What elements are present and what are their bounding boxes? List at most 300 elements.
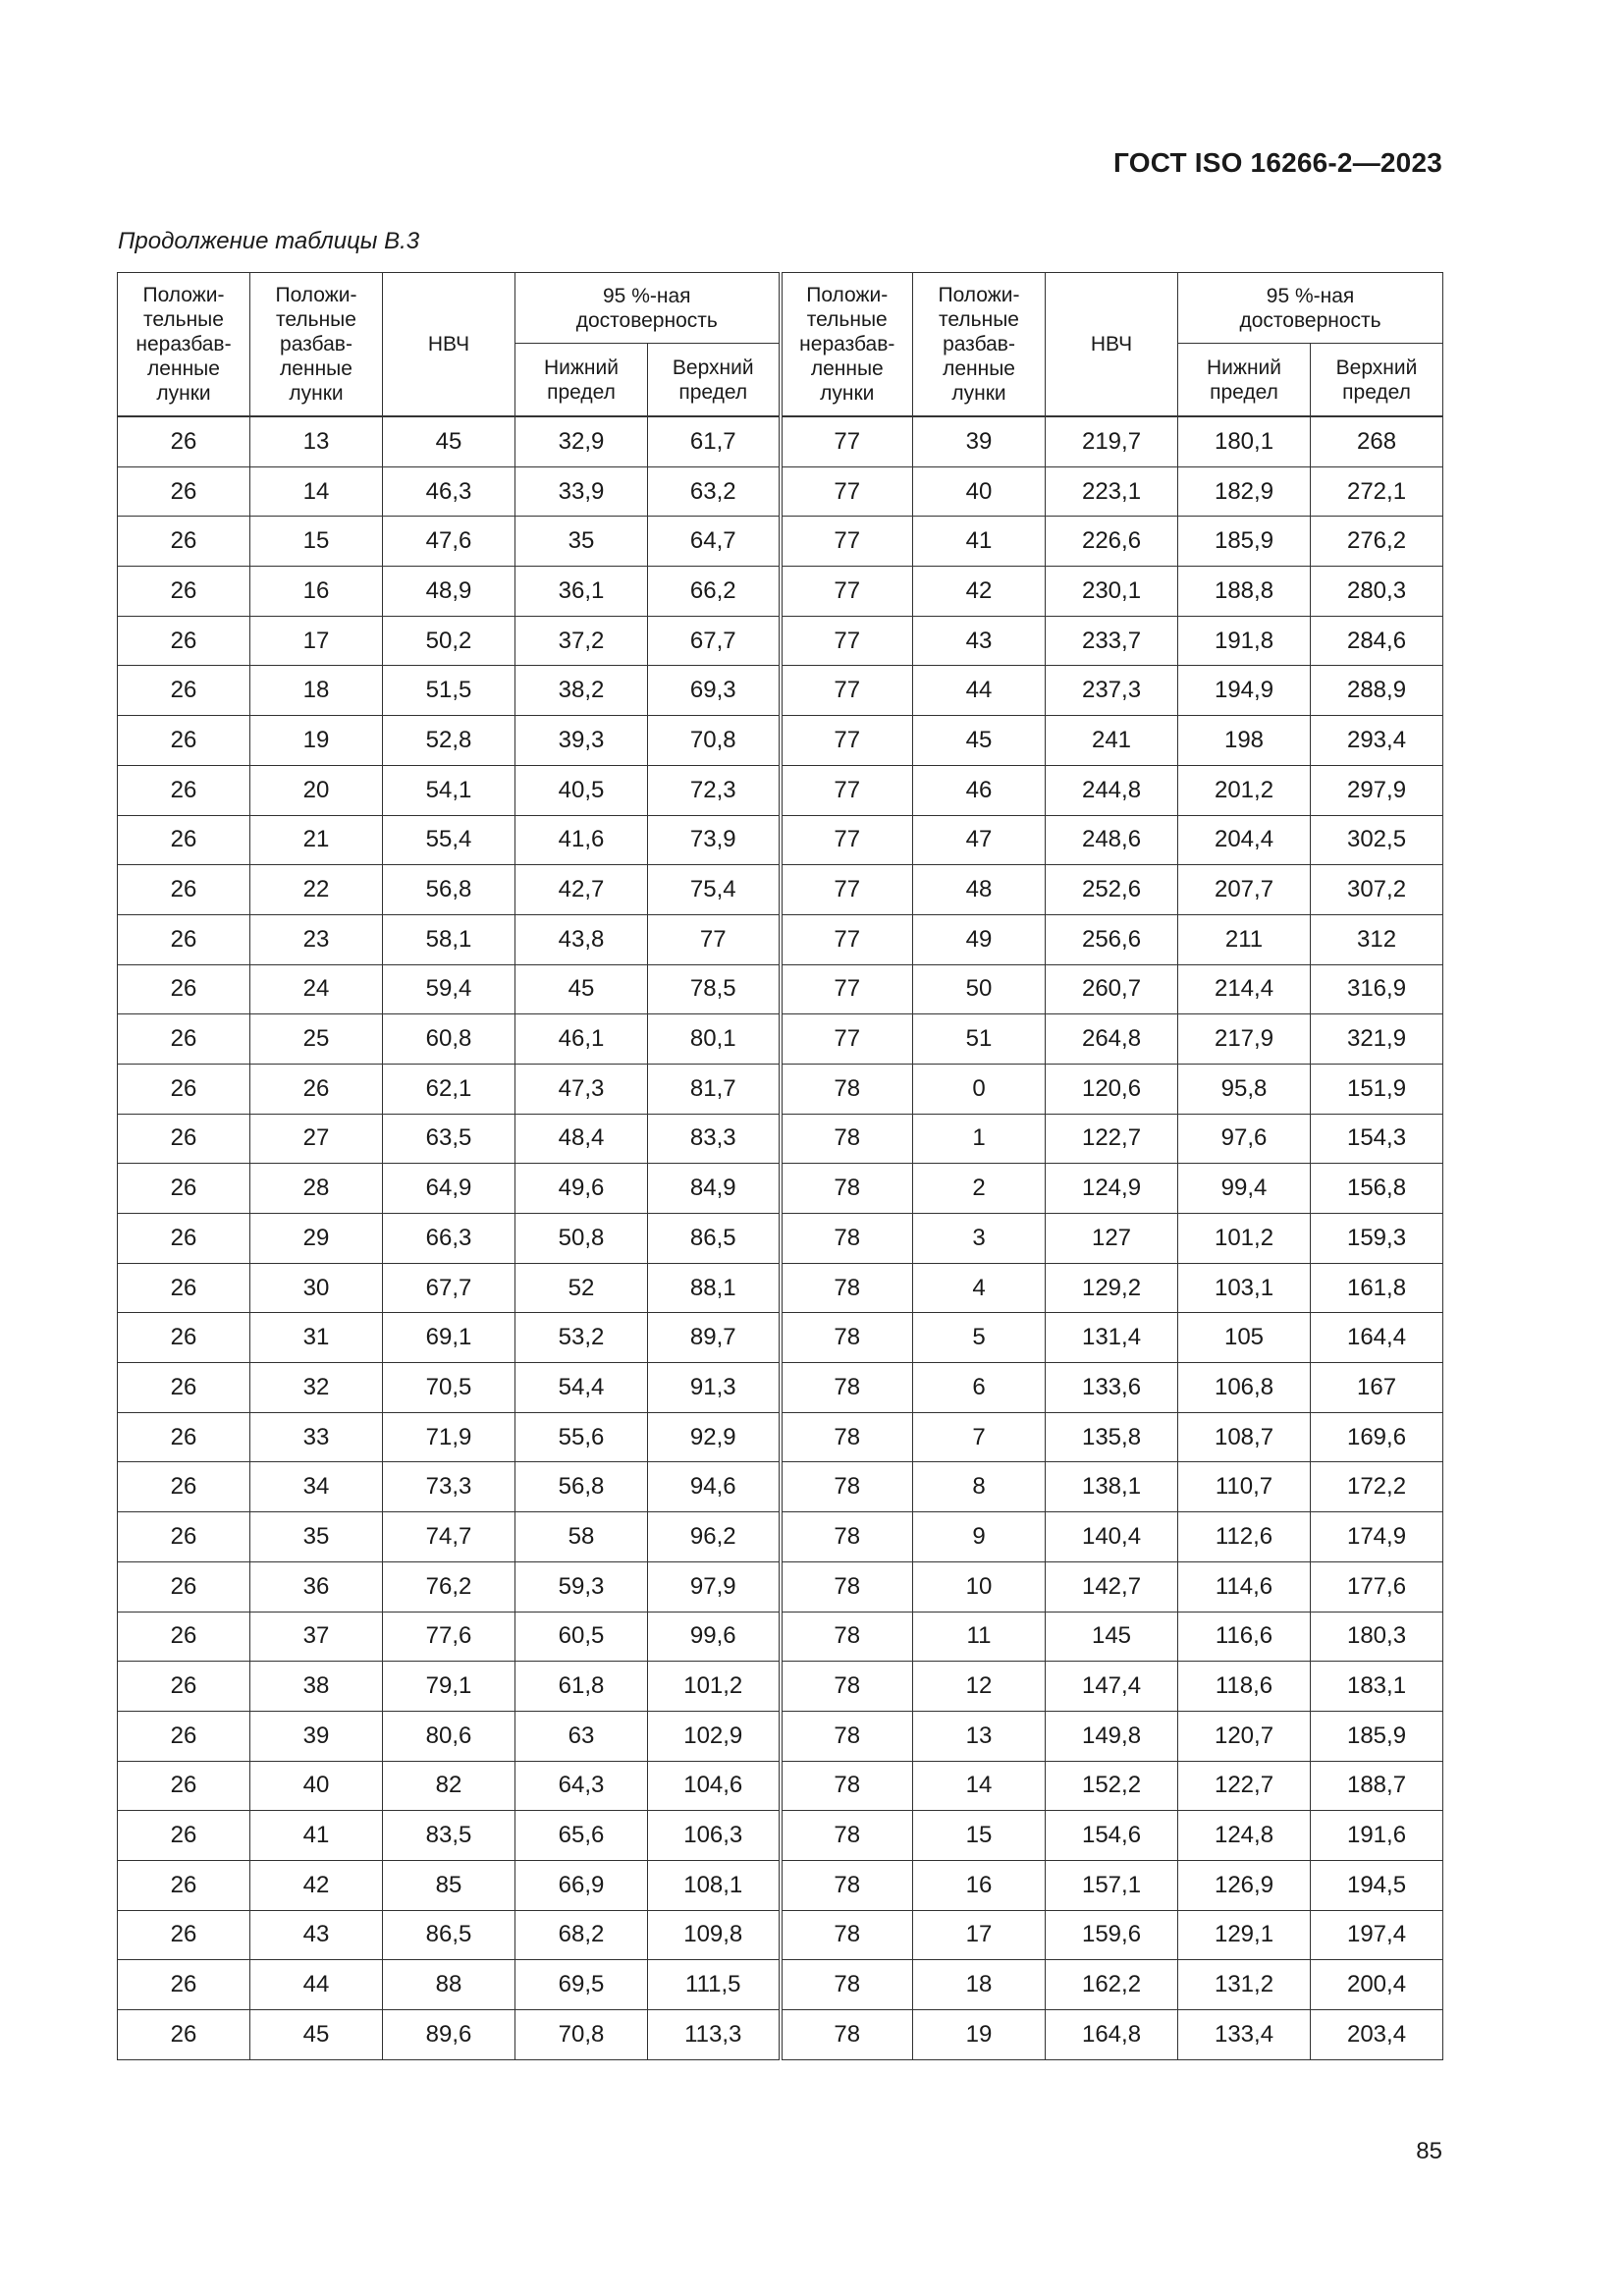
cell-upper-limit: 113,3 (648, 2010, 781, 2060)
cell-mpn: 83,5 (383, 1811, 515, 1861)
cell-pos-diluted: 45 (250, 2010, 383, 2060)
cell-upper-limit: 169,6 (1311, 1412, 1443, 1462)
page-number: 85 (1416, 2138, 1442, 2164)
cell-upper-limit: 109,8 (648, 1910, 781, 1960)
cell-upper-limit: 154,3 (1311, 1114, 1443, 1164)
cell-upper-limit: 61,7 (648, 416, 781, 466)
cell-pos-undiluted: 78 (781, 1263, 913, 1313)
cell-pos-diluted: 37 (250, 1612, 383, 1662)
cell-pos-undiluted: 78 (781, 1164, 913, 1214)
cell-lower-limit: 39,3 (515, 716, 648, 766)
cell-pos-diluted: 26 (250, 1064, 383, 1114)
cell-upper-limit: 78,5 (648, 964, 781, 1014)
cell-upper-limit: 272,1 (1311, 466, 1443, 517)
cell-mpn: 226,6 (1046, 517, 1178, 567)
cell-upper-limit: 200,4 (1311, 1960, 1443, 2010)
cell-pos-undiluted: 26 (118, 416, 250, 466)
cell-mpn: 164,8 (1046, 2010, 1178, 2060)
cell-mpn: 256,6 (1046, 914, 1178, 964)
cell-mpn: 142,7 (1046, 1561, 1178, 1612)
cell-pos-diluted: 27 (250, 1114, 383, 1164)
cell-lower-limit: 133,4 (1178, 2010, 1311, 2060)
cell-pos-diluted: 14 (913, 1761, 1046, 1811)
cell-pos-undiluted: 26 (118, 1263, 250, 1313)
header-mpn: НВЧ (383, 273, 515, 417)
cell-pos-undiluted: 26 (118, 914, 250, 964)
cell-pos-diluted: 41 (250, 1811, 383, 1861)
cell-lower-limit: 122,7 (1178, 1761, 1311, 1811)
cell-pos-diluted: 5 (913, 1313, 1046, 1363)
cell-pos-undiluted: 78 (781, 1462, 913, 1512)
cell-lower-limit: 180,1 (1178, 416, 1311, 466)
cell-upper-limit: 106,3 (648, 1811, 781, 1861)
cell-pos-undiluted: 26 (118, 1612, 250, 1662)
cell-lower-limit: 105 (1178, 1313, 1311, 1363)
cell-lower-limit: 214,4 (1178, 964, 1311, 1014)
cell-lower-limit: 204,4 (1178, 815, 1311, 865)
cell-pos-undiluted: 26 (118, 1412, 250, 1462)
cell-upper-limit: 151,9 (1311, 1064, 1443, 1114)
cell-pos-diluted: 18 (250, 666, 383, 716)
cell-lower-limit: 124,8 (1178, 1811, 1311, 1861)
cell-mpn: 76,2 (383, 1561, 515, 1612)
cell-pos-undiluted: 77 (781, 466, 913, 517)
cell-pos-undiluted: 26 (118, 815, 250, 865)
cell-upper-limit: 194,5 (1311, 1860, 1443, 1910)
cell-lower-limit: 36,1 (515, 567, 648, 617)
cell-lower-limit: 37,2 (515, 616, 648, 666)
table-row (118, 1612, 1443, 1662)
cell-upper-limit: 312 (1311, 914, 1443, 964)
cell-lower-limit: 69,5 (515, 1960, 648, 2010)
cell-pos-diluted: 16 (250, 567, 383, 617)
cell-upper-limit: 92,9 (648, 1412, 781, 1462)
cell-mpn: 86,5 (383, 1910, 515, 1960)
cell-pos-undiluted: 78 (781, 1761, 913, 1811)
table-row (118, 517, 1443, 567)
cell-upper-limit: 88,1 (648, 1263, 781, 1313)
header-pos-diluted-2: Положи- тельные разбав- ленные лунки (913, 273, 1046, 417)
cell-pos-diluted: 40 (250, 1761, 383, 1811)
cell-pos-undiluted: 26 (118, 964, 250, 1014)
cell-lower-limit: 114,6 (1178, 1561, 1311, 1612)
cell-lower-limit: 112,6 (1178, 1512, 1311, 1562)
cell-mpn: 62,1 (383, 1064, 515, 1114)
cell-upper-limit: 188,7 (1311, 1761, 1443, 1811)
cell-upper-limit: 81,7 (648, 1064, 781, 1114)
cell-pos-undiluted: 26 (118, 1910, 250, 1960)
cell-pos-undiluted: 77 (781, 914, 913, 964)
cell-upper-limit: 284,6 (1311, 616, 1443, 666)
table-row (118, 416, 1443, 466)
cell-upper-limit: 104,6 (648, 1761, 781, 1811)
cell-pos-diluted: 18 (913, 1960, 1046, 2010)
cell-pos-undiluted: 77 (781, 964, 913, 1014)
cell-lower-limit: 116,6 (1178, 1612, 1311, 1662)
table-caption: Продолжение таблицы В.3 (118, 228, 420, 254)
cell-pos-diluted: 42 (250, 1860, 383, 1910)
table-row (118, 1164, 1443, 1214)
cell-lower-limit: 33,9 (515, 466, 648, 517)
cell-lower-limit: 194,9 (1178, 666, 1311, 716)
cell-pos-undiluted: 78 (781, 1662, 913, 1712)
cell-mpn: 79,1 (383, 1662, 515, 1712)
cell-pos-diluted: 14 (250, 466, 383, 517)
cell-lower-limit: 46,1 (515, 1014, 648, 1065)
table-body (118, 416, 1443, 2059)
cell-mpn: 157,1 (1046, 1860, 1178, 1910)
cell-lower-limit: 217,9 (1178, 1014, 1311, 1065)
cell-upper-limit: 276,2 (1311, 517, 1443, 567)
cell-mpn: 127 (1046, 1214, 1178, 1264)
cell-pos-diluted: 36 (250, 1561, 383, 1612)
cell-pos-undiluted: 26 (118, 1860, 250, 1910)
cell-mpn: 50,2 (383, 616, 515, 666)
cell-upper-limit: 101,2 (648, 1662, 781, 1712)
cell-mpn: 59,4 (383, 964, 515, 1014)
cell-mpn: 237,3 (1046, 666, 1178, 716)
cell-pos-diluted: 44 (913, 666, 1046, 716)
header-lower-2: Нижний предел (1178, 344, 1311, 417)
cell-pos-diluted: 15 (250, 517, 383, 567)
cell-upper-limit: 203,4 (1311, 2010, 1443, 2060)
cell-mpn: 51,5 (383, 666, 515, 716)
cell-lower-limit: 41,6 (515, 815, 648, 865)
table-row (118, 1064, 1443, 1114)
cell-upper-limit: 293,4 (1311, 716, 1443, 766)
table-row (118, 1761, 1443, 1811)
cell-upper-limit: 77 (648, 914, 781, 964)
table-row (118, 1412, 1443, 1462)
cell-pos-diluted: 48 (913, 865, 1046, 915)
cell-mpn: 149,8 (1046, 1711, 1178, 1761)
cell-pos-diluted: 8 (913, 1462, 1046, 1512)
cell-pos-undiluted: 78 (781, 1860, 913, 1910)
table-row (118, 914, 1443, 964)
cell-pos-diluted: 43 (250, 1910, 383, 1960)
cell-pos-undiluted: 26 (118, 1960, 250, 2010)
cell-lower-limit: 53,2 (515, 1313, 648, 1363)
table-row (118, 964, 1443, 1014)
cell-mpn: 89,6 (383, 2010, 515, 2060)
cell-mpn: 129,2 (1046, 1263, 1178, 1313)
cell-mpn: 45 (383, 416, 515, 466)
cell-pos-undiluted: 26 (118, 1662, 250, 1712)
table-row (118, 1662, 1443, 1712)
cell-pos-undiluted: 78 (781, 1064, 913, 1114)
cell-pos-diluted: 19 (250, 716, 383, 766)
cell-mpn: 73,3 (383, 1462, 515, 1512)
cell-pos-diluted: 40 (913, 466, 1046, 517)
cell-pos-diluted: 17 (250, 616, 383, 666)
cell-pos-undiluted: 26 (118, 567, 250, 617)
cell-mpn: 252,6 (1046, 865, 1178, 915)
cell-pos-undiluted: 78 (781, 1612, 913, 1662)
table-row (118, 1263, 1443, 1313)
cell-pos-undiluted: 77 (781, 815, 913, 865)
table-row (118, 466, 1443, 517)
cell-pos-diluted: 16 (913, 1860, 1046, 1910)
cell-pos-undiluted: 26 (118, 616, 250, 666)
table-row (118, 1512, 1443, 1562)
cell-lower-limit: 60,5 (515, 1612, 648, 1662)
cell-mpn: 147,4 (1046, 1662, 1178, 1712)
cell-pos-undiluted: 26 (118, 1164, 250, 1214)
cell-pos-undiluted: 26 (118, 716, 250, 766)
cell-mpn: 74,7 (383, 1512, 515, 1562)
cell-pos-diluted: 35 (250, 1512, 383, 1562)
cell-upper-limit: 108,1 (648, 1860, 781, 1910)
cell-upper-limit: 172,2 (1311, 1462, 1443, 1512)
cell-mpn: 131,4 (1046, 1313, 1178, 1363)
cell-lower-limit: 66,9 (515, 1860, 648, 1910)
cell-lower-limit: 106,8 (1178, 1363, 1311, 1413)
cell-upper-limit: 268 (1311, 416, 1443, 466)
cell-mpn: 88 (383, 1960, 515, 2010)
cell-pos-diluted: 38 (250, 1662, 383, 1712)
cell-pos-diluted: 2 (913, 1164, 1046, 1214)
cell-upper-limit: 84,9 (648, 1164, 781, 1214)
cell-pos-diluted: 10 (913, 1561, 1046, 1612)
cell-mpn: 82 (383, 1761, 515, 1811)
cell-upper-limit: 185,9 (1311, 1711, 1443, 1761)
cell-pos-undiluted: 77 (781, 765, 913, 815)
cell-lower-limit: 182,9 (1178, 466, 1311, 517)
cell-pos-undiluted: 26 (118, 1363, 250, 1413)
table-row (118, 1960, 1443, 2010)
table-row (118, 1711, 1443, 1761)
cell-pos-undiluted: 77 (781, 567, 913, 617)
cell-pos-undiluted: 78 (781, 1711, 913, 1761)
cell-lower-limit: 52 (515, 1263, 648, 1313)
cell-lower-limit: 97,6 (1178, 1114, 1311, 1164)
cell-upper-limit: 111,5 (648, 1960, 781, 2010)
cell-mpn: 46,3 (383, 466, 515, 517)
cell-mpn: 77,6 (383, 1612, 515, 1662)
cell-mpn: 138,1 (1046, 1462, 1178, 1512)
cell-mpn: 162,2 (1046, 1960, 1178, 2010)
table-row (118, 1114, 1443, 1164)
cell-pos-undiluted: 26 (118, 1761, 250, 1811)
cell-pos-diluted: 15 (913, 1811, 1046, 1861)
cell-upper-limit: 66,2 (648, 567, 781, 617)
cell-pos-undiluted: 78 (781, 1412, 913, 1462)
cell-pos-diluted: 30 (250, 1263, 383, 1313)
cell-pos-undiluted: 26 (118, 1114, 250, 1164)
cell-upper-limit: 102,9 (648, 1711, 781, 1761)
cell-pos-diluted: 6 (913, 1363, 1046, 1413)
cell-lower-limit: 58 (515, 1512, 648, 1562)
cell-pos-undiluted: 77 (781, 716, 913, 766)
cell-pos-diluted: 45 (913, 716, 1046, 766)
cell-pos-diluted: 31 (250, 1313, 383, 1363)
table-row (118, 815, 1443, 865)
cell-upper-limit: 99,6 (648, 1612, 781, 1662)
cell-pos-diluted: 39 (250, 1711, 383, 1761)
cell-upper-limit: 180,3 (1311, 1612, 1443, 1662)
cell-pos-diluted: 46 (913, 765, 1046, 815)
table-row (118, 1313, 1443, 1363)
table-row (118, 616, 1443, 666)
cell-pos-diluted: 44 (250, 1960, 383, 2010)
cell-pos-undiluted: 26 (118, 1014, 250, 1065)
cell-mpn: 233,7 (1046, 616, 1178, 666)
cell-pos-diluted: 41 (913, 517, 1046, 567)
cell-upper-limit: 97,9 (648, 1561, 781, 1612)
table-row (118, 1860, 1443, 1910)
cell-lower-limit: 101,2 (1178, 1214, 1311, 1264)
cell-lower-limit: 70,8 (515, 2010, 648, 2060)
cell-pos-undiluted: 26 (118, 865, 250, 915)
cell-upper-limit: 63,2 (648, 466, 781, 517)
cell-pos-diluted: 47 (913, 815, 1046, 865)
cell-upper-limit: 94,6 (648, 1462, 781, 1512)
cell-pos-diluted: 24 (250, 964, 383, 1014)
table-row (118, 1363, 1443, 1413)
header-pos-undiluted: Положи- тельные неразбав- ленные лунки (118, 273, 250, 417)
cell-mpn: 135,8 (1046, 1412, 1178, 1462)
cell-pos-diluted: 13 (913, 1711, 1046, 1761)
cell-lower-limit: 56,8 (515, 1462, 648, 1512)
cell-lower-limit: 201,2 (1178, 765, 1311, 815)
cell-pos-diluted: 50 (913, 964, 1046, 1014)
cell-upper-limit: 75,4 (648, 865, 781, 915)
cell-mpn: 244,8 (1046, 765, 1178, 815)
header-confidence: 95 %-ная достоверность (515, 273, 781, 344)
cell-lower-limit: 59,3 (515, 1561, 648, 1612)
cell-mpn: 47,6 (383, 517, 515, 567)
cell-pos-undiluted: 26 (118, 1711, 250, 1761)
cell-upper-limit: 89,7 (648, 1313, 781, 1363)
cell-upper-limit: 321,9 (1311, 1014, 1443, 1065)
cell-upper-limit: 280,3 (1311, 567, 1443, 617)
cell-pos-diluted: 33 (250, 1412, 383, 1462)
cell-pos-diluted: 3 (913, 1214, 1046, 1264)
cell-pos-diluted: 17 (913, 1910, 1046, 1960)
cell-mpn: 260,7 (1046, 964, 1178, 1014)
cell-pos-undiluted: 77 (781, 416, 913, 466)
cell-lower-limit: 129,1 (1178, 1910, 1311, 1960)
cell-pos-diluted: 29 (250, 1214, 383, 1264)
cell-lower-limit: 188,8 (1178, 567, 1311, 617)
cell-pos-undiluted: 78 (781, 1512, 913, 1562)
cell-lower-limit: 68,2 (515, 1910, 648, 1960)
cell-lower-limit: 32,9 (515, 416, 648, 466)
cell-pos-undiluted: 26 (118, 517, 250, 567)
cell-mpn: 152,2 (1046, 1761, 1178, 1811)
cell-pos-diluted: 12 (913, 1662, 1046, 1712)
cell-mpn: 223,1 (1046, 466, 1178, 517)
cell-pos-undiluted: 77 (781, 616, 913, 666)
cell-lower-limit: 110,7 (1178, 1462, 1311, 1512)
cell-pos-diluted: 21 (250, 815, 383, 865)
cell-mpn: 55,4 (383, 815, 515, 865)
cell-upper-limit: 316,9 (1311, 964, 1443, 1014)
cell-pos-undiluted: 26 (118, 666, 250, 716)
cell-upper-limit: 86,5 (648, 1214, 781, 1264)
cell-lower-limit: 191,8 (1178, 616, 1311, 666)
cell-lower-limit: 43,8 (515, 914, 648, 964)
header-pos-undiluted-2: Положи- тельные неразбав- ленные лунки (781, 273, 913, 417)
table-row (118, 2010, 1443, 2060)
cell-pos-diluted: 23 (250, 914, 383, 964)
cell-upper-limit: 174,9 (1311, 1512, 1443, 1562)
cell-mpn: 122,7 (1046, 1114, 1178, 1164)
table-row (118, 1811, 1443, 1861)
document-code: ГОСТ ISO 16266-2—2023 (1113, 147, 1442, 178)
cell-lower-limit: 108,7 (1178, 1412, 1311, 1462)
cell-pos-diluted: 11 (913, 1612, 1046, 1662)
table-row (118, 716, 1443, 766)
table-row (118, 865, 1443, 915)
cell-pos-undiluted: 78 (781, 1363, 913, 1413)
cell-lower-limit: 48,4 (515, 1114, 648, 1164)
cell-pos-diluted: 7 (913, 1412, 1046, 1462)
cell-mpn: 71,9 (383, 1412, 515, 1462)
cell-pos-undiluted: 78 (781, 1313, 913, 1363)
cell-mpn: 248,6 (1046, 815, 1178, 865)
cell-pos-undiluted: 26 (118, 765, 250, 815)
cell-mpn: 241 (1046, 716, 1178, 766)
cell-pos-undiluted: 26 (118, 2010, 250, 2060)
cell-pos-undiluted: 77 (781, 666, 913, 716)
cell-mpn: 48,9 (383, 567, 515, 617)
cell-lower-limit: 126,9 (1178, 1860, 1311, 1910)
cell-lower-limit: 211 (1178, 914, 1311, 964)
table-row (118, 1014, 1443, 1065)
cell-pos-diluted: 42 (913, 567, 1046, 617)
table-row (118, 567, 1443, 617)
cell-mpn: 66,3 (383, 1214, 515, 1264)
cell-mpn: 69,1 (383, 1313, 515, 1363)
cell-pos-undiluted: 78 (781, 1811, 913, 1861)
cell-pos-undiluted: 26 (118, 1561, 250, 1612)
cell-lower-limit: 64,3 (515, 1761, 648, 1811)
cell-upper-limit: 307,2 (1311, 865, 1443, 915)
cell-pos-diluted: 19 (913, 2010, 1046, 2060)
cell-mpn: 54,1 (383, 765, 515, 815)
cell-pos-undiluted: 26 (118, 1512, 250, 1562)
cell-upper-limit: 183,1 (1311, 1662, 1443, 1712)
header-upper-2: Верхний предел (1311, 344, 1443, 417)
cell-lower-limit: 38,2 (515, 666, 648, 716)
cell-lower-limit: 95,8 (1178, 1064, 1311, 1114)
cell-pos-diluted: 51 (913, 1014, 1046, 1065)
cell-pos-diluted: 20 (250, 765, 383, 815)
cell-pos-diluted: 25 (250, 1014, 383, 1065)
cell-lower-limit: 61,8 (515, 1662, 648, 1712)
cell-pos-undiluted: 78 (781, 2010, 913, 2060)
cell-lower-limit: 45 (515, 964, 648, 1014)
cell-mpn: 133,6 (1046, 1363, 1178, 1413)
cell-pos-undiluted: 77 (781, 1014, 913, 1065)
cell-upper-limit: 72,3 (648, 765, 781, 815)
cell-pos-diluted: 49 (913, 914, 1046, 964)
cell-mpn: 230,1 (1046, 567, 1178, 617)
cell-mpn: 120,6 (1046, 1064, 1178, 1114)
cell-pos-undiluted: 77 (781, 517, 913, 567)
cell-upper-limit: 302,5 (1311, 815, 1443, 865)
cell-pos-undiluted: 78 (781, 1114, 913, 1164)
cell-mpn: 154,6 (1046, 1811, 1178, 1861)
cell-lower-limit: 198 (1178, 716, 1311, 766)
cell-upper-limit: 80,1 (648, 1014, 781, 1065)
cell-mpn: 56,8 (383, 865, 515, 915)
cell-pos-undiluted: 78 (781, 1561, 913, 1612)
cell-pos-diluted: 9 (913, 1512, 1046, 1562)
header-mpn-2: НВЧ (1046, 273, 1178, 417)
cell-lower-limit: 40,5 (515, 765, 648, 815)
